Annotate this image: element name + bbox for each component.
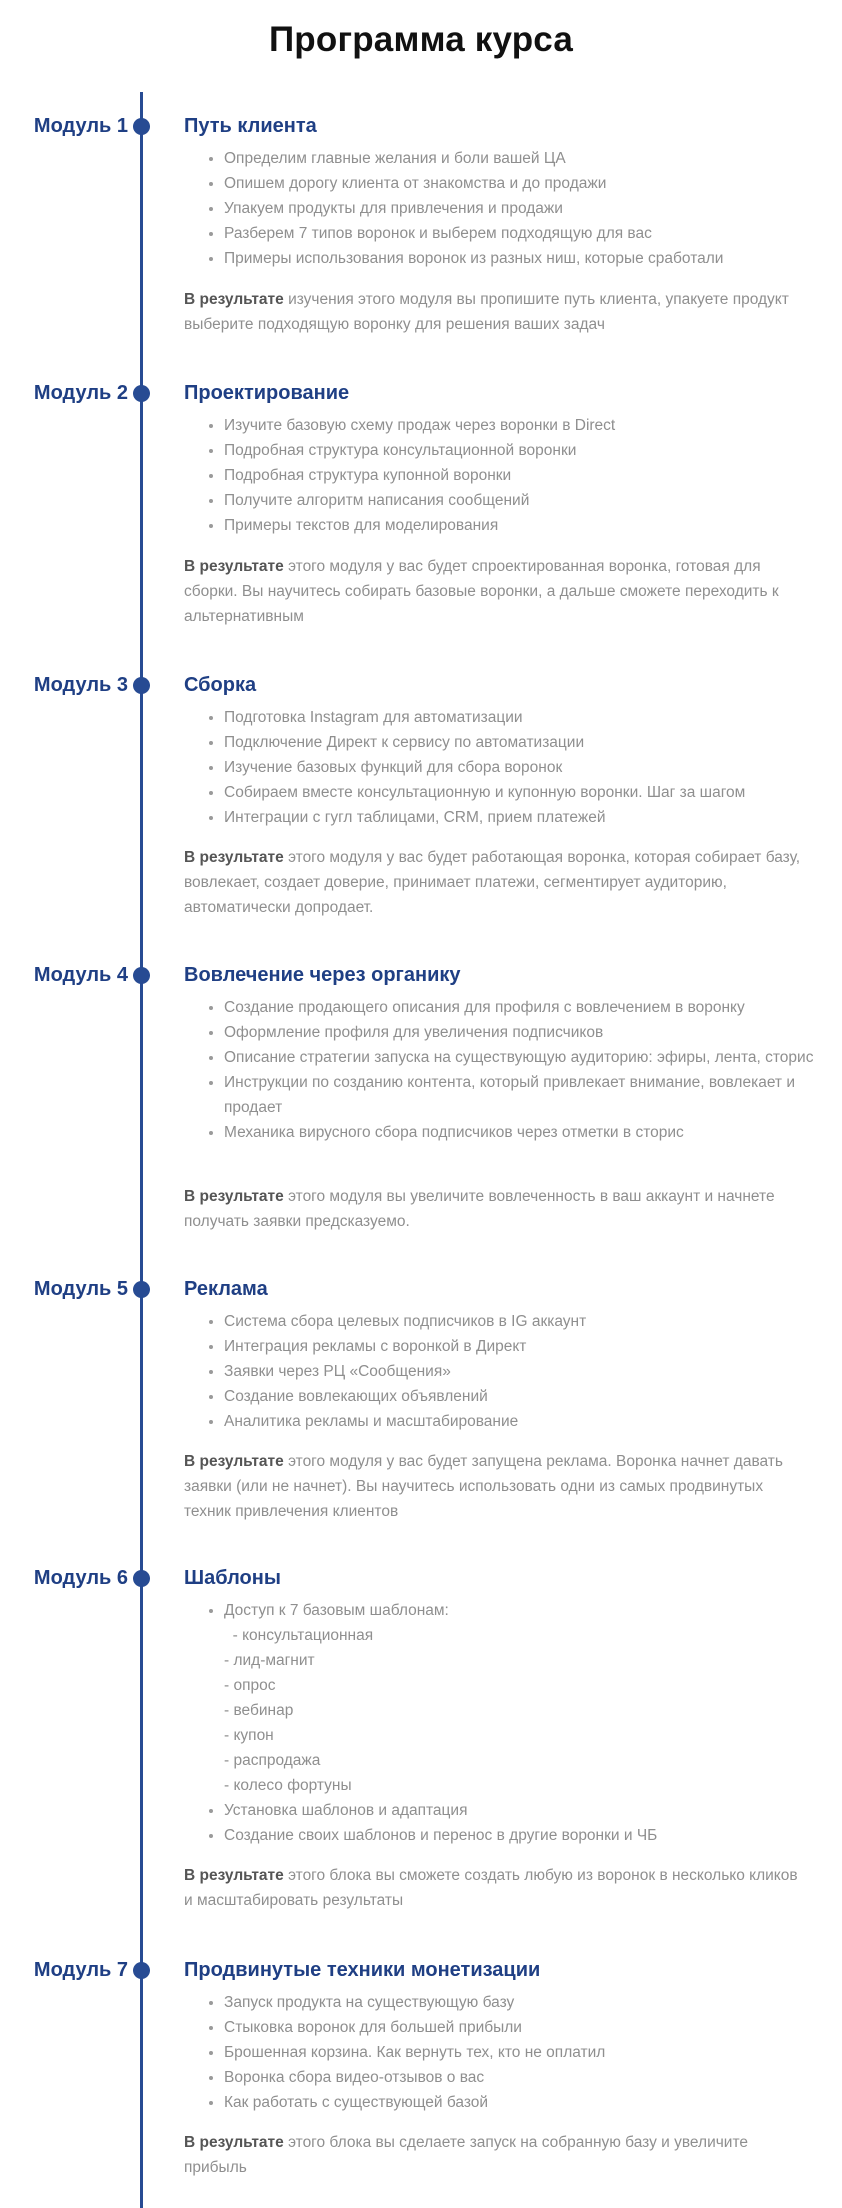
list-item-label: Доступ к 7 базовым шаблонам: [224, 1602, 449, 1619]
module-number: Модуль 7 [33, 1959, 128, 1981]
list-item: • Как работать с существующей базой [224, 2090, 834, 2115]
list-item: • Подробная структура купонной воронки [224, 463, 834, 488]
list-item: • Стыковка воронок для большей прибыли [224, 2015, 834, 2040]
list-item: • Получите алгоритм написания сообщений [224, 488, 834, 513]
result-paragraph [184, 1184, 804, 1234]
list-item: • Создание вовлекающих объявлений [224, 1384, 834, 1409]
list-item: • Изучите базовую схему продаж через воронки в Direct [224, 413, 834, 438]
result-text: этого блока вы сделаете запуск на собранную базу и увеличите прибыль [184, 2134, 749, 2176]
list-item: • Подробная структура консультационной воронки [224, 438, 834, 463]
module-title: Сборка [184, 674, 257, 696]
list-item: • Установка шаблонов и адаптация [224, 1798, 834, 1823]
module-number: Модуль 4 [33, 964, 128, 986]
list-item: • Заявки через РЦ «Сообщения» [224, 1359, 834, 1384]
template-option: - лид-магнит [224, 1652, 315, 1669]
template-option: - вебинар [224, 1702, 294, 1719]
list-item: • Воронка сбора видео-отзывов о вас [224, 2065, 834, 2090]
result-label: В результате [184, 2134, 284, 2151]
topic-list [184, 146, 834, 271]
list-item: • Запуск продукта на существующую базу [224, 1990, 834, 2015]
template-option: - консультационная [224, 1627, 374, 1644]
result-label: В результате [184, 849, 284, 866]
result-paragraph [184, 1449, 804, 1524]
topic-list [184, 413, 834, 538]
list-item: • Интеграция рекламы с воронкой в Директ [224, 1334, 834, 1359]
template-option: - опрос [224, 1677, 276, 1694]
module-number: Модуль 1 [33, 115, 128, 137]
list-item: • Подготовка Instagram для автоматизации [224, 705, 834, 730]
topic-list [184, 1309, 834, 1434]
list-item: • Интеграции с гугл таблицами, CRM, прием платежей [224, 805, 834, 830]
result-label: В результате [184, 558, 284, 575]
topic-list [184, 1990, 834, 2115]
list-item: • Брошенная корзина. Как вернуть тех, кто не оплатил [224, 2040, 834, 2065]
result-paragraph [184, 1863, 804, 1913]
result-paragraph [184, 287, 804, 337]
list-item: • Примеры текстов для моделирования [224, 513, 834, 538]
module-number: Модуль 6 [33, 1567, 128, 1589]
module-number: Модуль 5 [33, 1278, 128, 1300]
result-label: В результате [184, 1867, 284, 1884]
list-item: • Создание продающего описания для профиля с вовлечением в воронку [224, 995, 834, 1020]
list-item: • Примеры использования воронок из разных ниш, которые сработали [224, 246, 834, 271]
list-item: • Упакуем продукты для привлечения и продажи [224, 196, 834, 221]
timeline-dot [133, 677, 150, 694]
module-number: Модуль 2 [33, 382, 128, 404]
timeline-dot [133, 118, 150, 135]
template-option: - купон [224, 1727, 274, 1744]
timeline-line [140, 92, 143, 2208]
topic-list [184, 1598, 834, 1848]
list-item: • Аналитика рекламы и масштабирование [224, 1409, 834, 1434]
list-item: • Создание своих шаблонов и перенос в другие воронки и ЧБ [224, 1823, 834, 1848]
page-title: Программа курса [268, 20, 574, 59]
result-text: этого модуля у вас будет спроектированная воронка, готовая для сборки. Вы научитесь собирать базовые воронки, а дальше сможете переходить к альтернативным [184, 558, 779, 625]
result-paragraph [184, 554, 804, 629]
result-label: В результате [184, 291, 284, 308]
result-text: этого модуля вы увеличите вовлеченность в ваш аккаунт и начнете получать заявки предсказуемо. [184, 1188, 775, 1230]
module-title: Путь клиента [184, 115, 317, 137]
result-text: этого модуля у вас будет запущена реклама. Воронка начнет давать заявки (или не начнет). Вы научитесь использовать одни из самых продвинутых техник привлечения клиентов [184, 1453, 783, 1520]
list-item: • Собираем вместе консультационную и купонную воронки. Шаг за шагом [224, 780, 834, 805]
timeline-dot [133, 385, 150, 402]
timeline-dot [133, 1962, 150, 1979]
result-text: этого блока вы сможете создать любую из воронок в несколько кликов и масштабировать результаты [184, 1867, 798, 1909]
result-text: этого модуля у вас будет работающая воронка, которая собирает базу, вовлекает, создает доверие, принимает платежи, сегментирует аудиторию, автоматически допродает. [184, 849, 801, 916]
module-title: Шаблоны [184, 1567, 281, 1589]
list-item: • Система сбора целевых подписчиков в IG аккаунт [224, 1309, 834, 1334]
list-item: • Оформление профиля для увеличения подписчиков [224, 1020, 834, 1045]
list-item: • Механика вирусного сбора подписчиков через отметки в сторис [224, 1120, 834, 1145]
module-title: Вовлечение через органику [184, 964, 461, 986]
result-paragraph [184, 2130, 804, 2180]
module-title: Продвинутые техники монетизации [184, 1959, 541, 1981]
result-text: изучения этого модуля вы пропишите путь клиента, упакуете продукт выберите подходящую воронку для решения ваших задач [184, 291, 789, 333]
result-label: В результате [184, 1453, 284, 1470]
module-number: Модуль 3 [33, 674, 128, 696]
template-option: - распродажа [224, 1752, 321, 1769]
list-item: • Определим главные желания и боли вашей ЦА [224, 146, 834, 171]
timeline-dot [133, 1570, 150, 1587]
list-item: • Подключение Директ к сервису по автоматизации [224, 730, 834, 755]
module-title: Реклама [184, 1278, 268, 1300]
list-item: • Изучение базовых функций для сбора воронок [224, 755, 834, 780]
list-item: • Разберем 7 типов воронок и выберем подходящую для вас [224, 221, 834, 246]
timeline-dot [133, 1281, 150, 1298]
timeline-dot [133, 967, 150, 984]
result-paragraph [184, 845, 804, 920]
module-title: Проектирование [184, 382, 350, 404]
list-item: • Инструкции по созданию контента, который привлекает внимание, вовлекает и продает [224, 1070, 834, 1120]
topic-list [184, 705, 834, 830]
template-option: - колесо фортуны [224, 1777, 352, 1794]
list-item [224, 1598, 834, 1798]
result-label: В результате [184, 1188, 284, 1205]
list-item: • Описание стратегии запуска на существующую аудиторию: эфиры, лента, сторис [224, 1045, 834, 1070]
topic-list [184, 995, 834, 1145]
list-item: • Опишем дорогу клиента от знакомства и до продажи [224, 171, 834, 196]
